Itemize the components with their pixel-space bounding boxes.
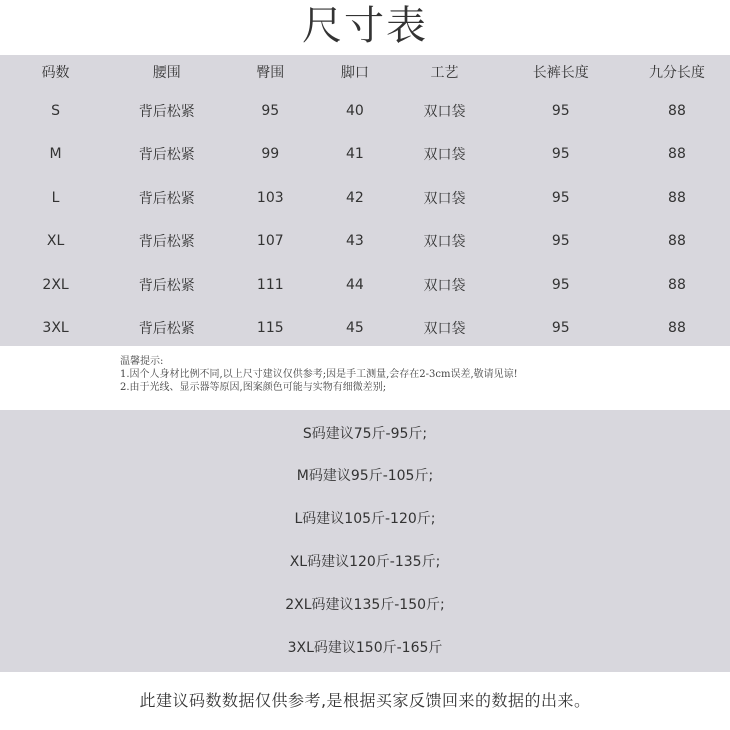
size-chart-panel: [0, 55, 730, 346]
header-ninth-length: 九分长度: [648, 65, 705, 81]
cell-hip: 115: [256, 320, 284, 337]
notes-heading: 温馨提示:: [120, 356, 164, 367]
cell-size: XL: [46, 233, 65, 250]
cell-ninth-length: 88: [668, 276, 686, 293]
weight-suggestion-panel: [0, 410, 730, 672]
cell-ninth-length: 88: [668, 320, 686, 337]
cell-hip: 95: [261, 102, 280, 119]
weight-suggestion-xl: XL码建议120斤-135斤;: [289, 554, 441, 570]
cell-hip: 103: [256, 189, 284, 206]
header-craft: 工艺: [430, 65, 459, 81]
cell-hem: 45: [345, 320, 364, 337]
table-row: [0, 89, 730, 133]
cell-full-length: 95: [551, 233, 570, 250]
cell-hem: 43: [345, 233, 364, 250]
header-size: 码数: [41, 65, 70, 81]
cell-hip: 111: [256, 276, 284, 293]
table-header-row: [0, 55, 730, 89]
cell-waist: 背后松紧: [138, 234, 195, 251]
footer-disclaimer: 此建议码数数据仅供参考,是根据买家反馈回来的数据的出来。: [139, 691, 591, 710]
weight-suggestion-l: L码建议105斤-120斤;: [294, 511, 436, 527]
table-row: [0, 176, 730, 220]
cell-size: L: [51, 189, 60, 206]
page-title: 尺寸表: [302, 3, 428, 49]
cell-hip: 107: [256, 233, 284, 250]
cell-waist: 背后松紧: [138, 321, 195, 338]
cell-craft: 双口袋: [423, 321, 466, 338]
cell-ninth-length: 88: [668, 102, 686, 119]
table-row: [0, 307, 730, 351]
cell-hip: 99: [261, 146, 280, 163]
cell-full-length: 95: [551, 276, 570, 293]
cell-ninth-length: 88: [668, 146, 686, 163]
table-row: [0, 263, 730, 307]
cell-size: S: [51, 102, 61, 119]
cell-ninth-length: 88: [668, 233, 686, 250]
header-waist: 腰围: [152, 65, 181, 81]
cell-craft: 双口袋: [423, 190, 466, 207]
cell-hem: 41: [345, 146, 364, 163]
header-hip: 臀围: [256, 65, 285, 81]
weight-suggestion-2xl: 2XL码建议135斤-150斤;: [285, 597, 445, 613]
cell-waist: 背后松紧: [138, 277, 195, 294]
cell-size: 3XL: [42, 320, 69, 337]
cell-full-length: 95: [551, 146, 570, 163]
header-hem: 脚口: [340, 65, 369, 81]
cell-full-length: 95: [551, 102, 570, 119]
notes-line: 1.因个人身材比例不同,以上尺寸建议仅供参考;因是手工测量,会存在2-3cm误差,敬请见谅!: [120, 369, 518, 380]
cell-waist: 背后松紧: [138, 190, 195, 207]
weight-suggestion-s: S码建议75斤-95斤;: [302, 426, 428, 442]
cell-ninth-length: 88: [668, 189, 686, 206]
cell-craft: 双口袋: [423, 277, 466, 294]
table-row: [0, 220, 730, 264]
cell-hem: 42: [345, 189, 364, 206]
cell-craft: 双口袋: [423, 147, 466, 164]
cell-waist: 背后松紧: [138, 103, 195, 120]
notes-block: [120, 355, 720, 394]
table-row: [0, 133, 730, 177]
weight-suggestion-m: M码建议95斤-105斤;: [296, 468, 434, 484]
header-full-length: 长裤长度: [532, 65, 589, 81]
cell-craft: 双口袋: [423, 234, 466, 251]
cell-full-length: 95: [551, 320, 570, 337]
cell-full-length: 95: [551, 189, 570, 206]
cell-hem: 44: [345, 276, 364, 293]
cell-size: M: [49, 146, 62, 163]
notes-line: 2.由于光线、显示器等原因,图案颜色可能与实物有细微差别;: [120, 382, 387, 393]
cell-craft: 双口袋: [423, 103, 466, 120]
cell-hem: 40: [345, 102, 364, 119]
cell-waist: 背后松紧: [138, 147, 195, 164]
weight-suggestion-3xl: 3XL码建议150斤-165斤: [287, 640, 443, 656]
size-table: [0, 55, 730, 350]
cell-size: 2XL: [42, 276, 69, 293]
